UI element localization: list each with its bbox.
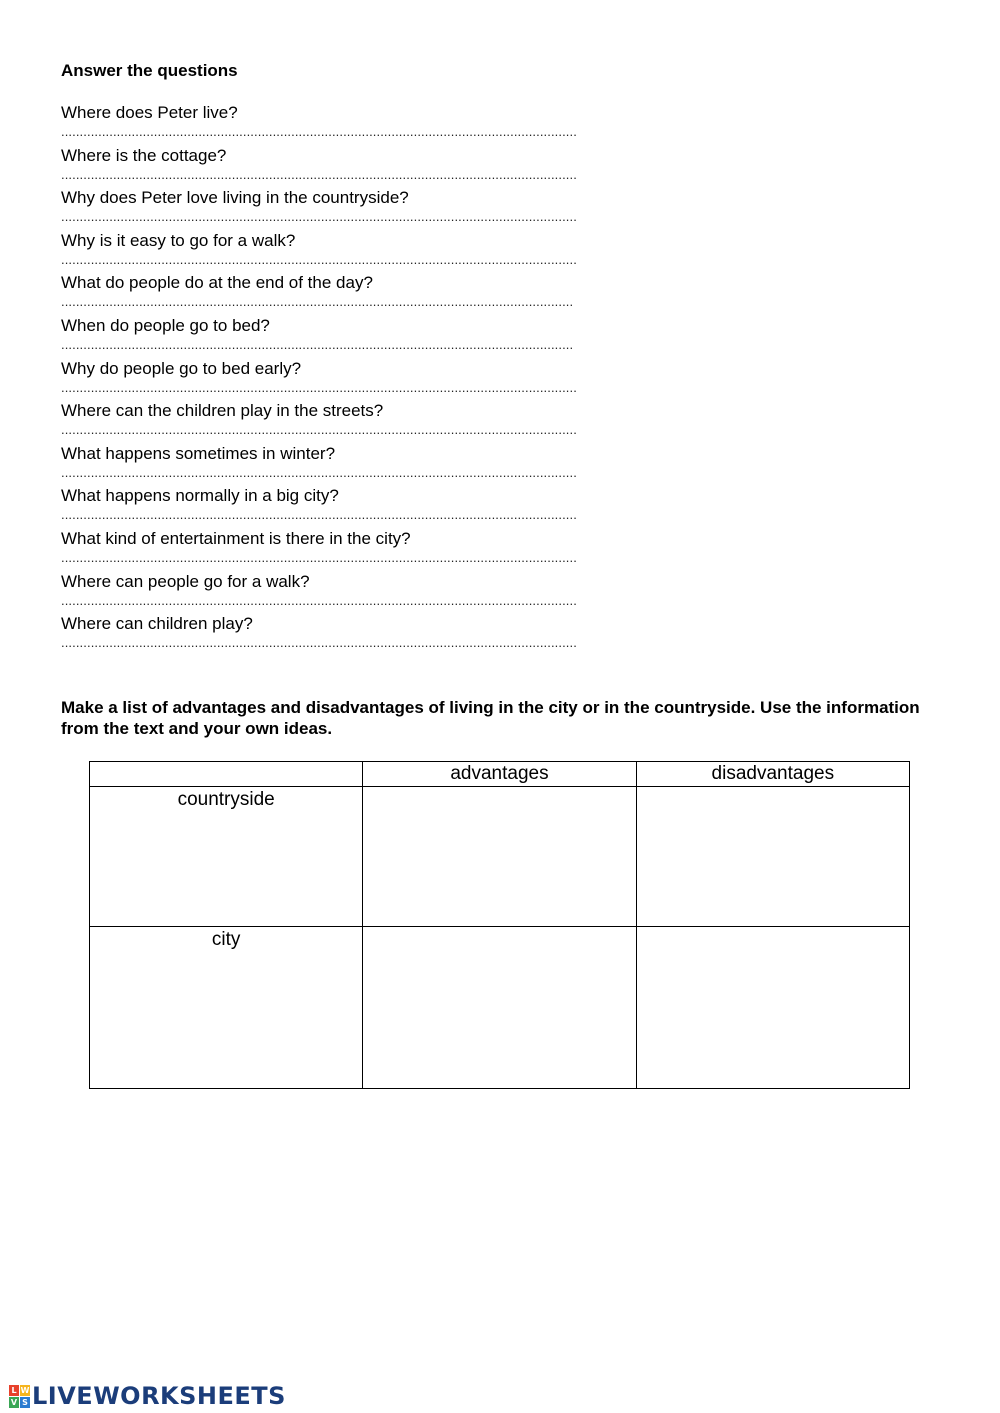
answer-line[interactable]: .......................................................................................................................................... [61, 295, 574, 310]
question-item [61, 359, 801, 402]
question-list [61, 103, 801, 657]
answer-line[interactable]: ........................................................................................................................................... [61, 465, 577, 480]
logo-mark-tile: W [20, 1385, 30, 1395]
question-text: What kind of entertainment is there in the city? [61, 528, 411, 548]
row-label-city: city [90, 927, 363, 1089]
question-item [61, 444, 801, 487]
table-header-row [90, 762, 910, 787]
table-row [90, 787, 910, 927]
question-text: Why is it easy to go for a walk? [61, 230, 296, 250]
table-header-blank [90, 762, 363, 787]
question-text: Where can children play? [61, 614, 253, 634]
answer-line[interactable]: ........................................................................................................................................... [61, 636, 577, 651]
city-disadvantages-cell[interactable] [636, 927, 909, 1089]
question-item [61, 231, 801, 274]
logo-text: LIVEWORKSHEETS [32, 1382, 286, 1410]
table-header-disadvantages: disadvantages [636, 762, 909, 787]
countryside-disadvantages-cell[interactable] [636, 787, 909, 927]
answer-line[interactable]: ........................................................................................................................................... [61, 167, 577, 182]
question-text: Where is the cottage? [61, 145, 227, 165]
question-item [61, 316, 801, 359]
question-item [61, 486, 801, 529]
question-text: Where can the children play in the streets? [61, 401, 384, 421]
question-text: When do people go to bed? [61, 315, 270, 335]
question-item [61, 614, 801, 657]
question-item [61, 529, 801, 572]
city-advantages-cell[interactable] [363, 927, 636, 1089]
question-text: What happens normally in a big city? [61, 486, 339, 506]
logo-mark-icon [9, 1385, 30, 1408]
answer-line[interactable]: ........................................................................................................................................... [61, 380, 577, 395]
question-item [61, 146, 801, 189]
advantages-table [89, 761, 910, 1089]
question-item [61, 188, 801, 231]
answer-line[interactable]: ........................................................................................................................................... [61, 508, 577, 523]
section-heading-answer-questions: Answer the questions [61, 61, 238, 80]
answer-line[interactable]: .......................................................................................................................................... [61, 337, 574, 352]
liveworksheets-logo [9, 1382, 286, 1410]
question-item [61, 103, 801, 146]
question-text: Where does Peter live? [61, 103, 238, 122]
question-text: What happens sometimes in winter? [61, 443, 336, 463]
question-text: Why does Peter love living in the countryside? [61, 188, 409, 208]
question-text: Why do people go to bed early? [61, 358, 302, 378]
section-instruction-advantages: Make a list of advantages and disadvantages of living in the city or in the countryside. Use the information from the text and your own ideas. [61, 698, 920, 738]
question-text: What do people do at the end of the day? [61, 273, 373, 293]
answer-line[interactable]: ........................................................................................................................................... [61, 550, 577, 565]
answer-line[interactable]: ........................................................................................................................................... [61, 252, 577, 267]
question-item [61, 572, 801, 615]
row-label-countryside: countryside [90, 787, 363, 927]
table-row [90, 927, 910, 1089]
table-header-advantages: advantages [363, 762, 636, 787]
answer-line[interactable]: ........................................................................................................................................... [61, 423, 577, 438]
question-text: Where can people go for a walk? [61, 571, 310, 591]
question-item [61, 273, 801, 316]
logo-mark-tile: V [10, 1397, 18, 1407]
logo-mark-tile: S [20, 1397, 30, 1408]
answer-line[interactable]: ........................................................................................................................................... [61, 125, 577, 139]
answer-line[interactable]: ........................................................................................................................................... [61, 593, 577, 608]
logo-mark-tile: L [9, 1385, 19, 1396]
answer-line[interactable]: ........................................................................................................................................... [61, 210, 577, 225]
countryside-advantages-cell[interactable] [363, 787, 636, 927]
question-item [61, 401, 801, 444]
